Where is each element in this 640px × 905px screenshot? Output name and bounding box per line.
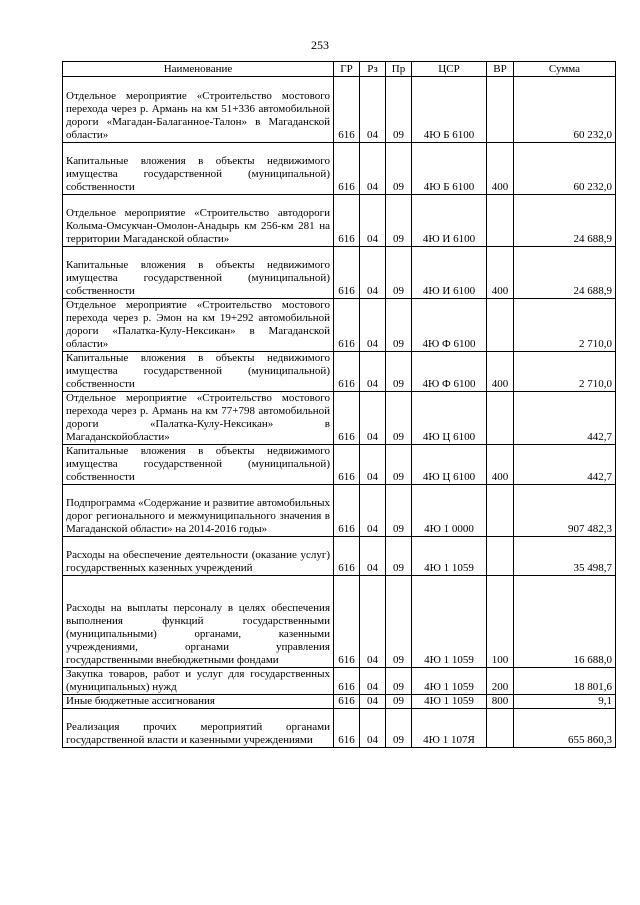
cell-pr: 09 (386, 352, 412, 392)
cell-csr: 4Ю 1 107Я (412, 709, 487, 748)
cell-name: Закупка товаров, работ и услуг для государственных (муниципальных) нужд (63, 668, 334, 695)
cell-sum: 655 860,3 (514, 709, 616, 748)
cell-rz: 04 (360, 299, 386, 352)
header-vr: ВР (487, 62, 514, 77)
cell-csr: 4Ю 1 1059 (412, 668, 487, 695)
cell-gr: 616 (334, 576, 360, 668)
page-number: 253 (311, 38, 329, 52)
cell-vr (487, 709, 514, 748)
cell-csr: 4Ю Б 6100 (412, 77, 487, 143)
cell-rz: 04 (360, 668, 386, 695)
cell-pr: 09 (386, 485, 412, 537)
header-csr: ЦСР (412, 62, 487, 77)
cell-vr (487, 77, 514, 143)
cell-csr: 4Ю Ц 6100 (412, 392, 487, 445)
cell-vr: 400 (487, 352, 514, 392)
cell-rz: 04 (360, 537, 386, 576)
cell-rz: 04 (360, 485, 386, 537)
table-row (63, 247, 616, 299)
cell-pr: 09 (386, 576, 412, 668)
cell-gr: 616 (334, 195, 360, 247)
cell-name: Отдельное мероприятие «Строительство мостового перехода через р. Армань на км 51+336 автомобильной дороги «Магадан-Балаганное-Талон» в Магаданской области» (63, 77, 334, 143)
cell-vr (487, 299, 514, 352)
cell-rz: 04 (360, 392, 386, 445)
cell-gr: 616 (334, 668, 360, 695)
table-row (63, 445, 616, 485)
header-gr: ГР (334, 62, 360, 77)
cell-sum: 35 498,7 (514, 537, 616, 576)
table-row (63, 77, 616, 143)
cell-gr: 616 (334, 392, 360, 445)
cell-pr: 09 (386, 299, 412, 352)
cell-csr: 4Ю И 6100 (412, 195, 487, 247)
cell-name: Подпрограмма «Содержание и развитие автомобильных дорог регионального и межмуниципального значения в Магаданской области» на 2014-2016 годы» (63, 485, 334, 537)
cell-gr: 616 (334, 299, 360, 352)
cell-vr: 800 (487, 695, 514, 709)
cell-vr (487, 537, 514, 576)
cell-csr: 4Ю И 6100 (412, 247, 487, 299)
cell-sum: 442,7 (514, 445, 616, 485)
cell-rz: 04 (360, 195, 386, 247)
cell-sum: 24 688,9 (514, 247, 616, 299)
cell-pr: 09 (386, 143, 412, 195)
cell-rz: 04 (360, 695, 386, 709)
cell-gr: 616 (334, 247, 360, 299)
table-row (63, 695, 616, 709)
header-sum: Сумма (514, 62, 616, 77)
cell-vr: 400 (487, 445, 514, 485)
cell-name: Отдельное мероприятие «Строительство автодороги Колыма-Омсукчан-Омолон-Анадырь км 256-км 281 на территории Магаданской области» (63, 195, 334, 247)
cell-name: Капитальные вложения в объекты недвижимого имущества государственной (муниципальной) собственности (63, 143, 334, 195)
cell-name: Капитальные вложения в объекты недвижимого имущества государственной (муниципальной) собственности (63, 247, 334, 299)
table-row (63, 143, 616, 195)
table-row (63, 485, 616, 537)
cell-sum: 2 710,0 (514, 352, 616, 392)
cell-pr: 09 (386, 537, 412, 576)
cell-csr: 4Ю Б 6100 (412, 143, 487, 195)
cell-sum: 16 688,0 (514, 576, 616, 668)
cell-name: Расходы на выплаты персоналу в целях обеспечения выполнения функций государственными (муниципальными) органами, казенными учреждениями, органами управления государственными внебюджетными фондами (63, 576, 334, 668)
cell-pr: 09 (386, 445, 412, 485)
cell-rz: 04 (360, 576, 386, 668)
header-rz: Рз (360, 62, 386, 77)
cell-sum: 907 482,3 (514, 485, 616, 537)
cell-pr: 09 (386, 695, 412, 709)
cell-sum: 442,7 (514, 392, 616, 445)
cell-csr: 4Ю 1 1059 (412, 537, 487, 576)
cell-name: Расходы на обеспечение деятельности (оказание услуг) государственных казенных учреждений (63, 537, 334, 576)
cell-vr (487, 195, 514, 247)
cell-gr: 616 (334, 695, 360, 709)
cell-pr: 09 (386, 668, 412, 695)
cell-name: Реализация прочих мероприятий органами государственной власти и казенными учреждениями (63, 709, 334, 748)
cell-rz: 04 (360, 709, 386, 748)
header-pr: Пр (386, 62, 412, 77)
cell-vr: 100 (487, 576, 514, 668)
table-row (63, 392, 616, 445)
table-row (63, 709, 616, 748)
cell-gr: 616 (334, 445, 360, 485)
cell-sum: 24 688,9 (514, 195, 616, 247)
table-row (63, 576, 616, 668)
cell-sum: 60 232,0 (514, 77, 616, 143)
cell-vr: 200 (487, 668, 514, 695)
cell-rz: 04 (360, 352, 386, 392)
cell-rz: 04 (360, 143, 386, 195)
budget-table (62, 61, 616, 748)
table-row (63, 668, 616, 695)
cell-csr: 4Ю 1 1059 (412, 576, 487, 668)
cell-sum: 9,1 (514, 695, 616, 709)
cell-csr: 4Ю 1 1059 (412, 695, 487, 709)
cell-name: Отдельное мероприятие «Строительство мостового перехода через р. Армань на км 77+798 автомобильной дороги «Палатка-Кулу-Нексикан» в Магаданскойобласти» (63, 392, 334, 445)
cell-pr: 09 (386, 247, 412, 299)
cell-name: Иные бюджетные ассигнования (63, 695, 334, 709)
cell-gr: 616 (334, 77, 360, 143)
cell-csr: 4Ю Ф 6100 (412, 299, 487, 352)
cell-name: Капитальные вложения в объекты недвижимого имущества государственной (муниципальной) собственности (63, 445, 334, 485)
cell-gr: 616 (334, 143, 360, 195)
cell-rz: 04 (360, 247, 386, 299)
cell-vr (487, 392, 514, 445)
cell-csr: 4Ю Ц 6100 (412, 445, 487, 485)
cell-pr: 09 (386, 77, 412, 143)
cell-gr: 616 (334, 352, 360, 392)
cell-vr: 400 (487, 247, 514, 299)
cell-gr: 616 (334, 537, 360, 576)
table-row (63, 299, 616, 352)
cell-gr: 616 (334, 709, 360, 748)
cell-gr: 616 (334, 485, 360, 537)
cell-rz: 04 (360, 445, 386, 485)
cell-pr: 09 (386, 392, 412, 445)
cell-rz: 04 (360, 77, 386, 143)
cell-name: Отдельное мероприятие «Строительство мостового перехода через р. Эмон на км 19+292 автомобильной дороги «Палатка-Кулу-Нексикан» в Магаданской области» (63, 299, 334, 352)
table-row (63, 537, 616, 576)
table-row (63, 352, 616, 392)
cell-vr: 400 (487, 143, 514, 195)
cell-sum: 18 801,6 (514, 668, 616, 695)
table-header-row (63, 62, 616, 77)
cell-name: Капитальные вложения в объекты недвижимого имущества государственной (муниципальной) собственности (63, 352, 334, 392)
cell-csr: 4Ю Ф 6100 (412, 352, 487, 392)
header-name: Наименование (63, 62, 334, 77)
cell-pr: 09 (386, 195, 412, 247)
cell-sum: 2 710,0 (514, 299, 616, 352)
table-row (63, 195, 616, 247)
cell-sum: 60 232,0 (514, 143, 616, 195)
cell-csr: 4Ю 1 0000 (412, 485, 487, 537)
cell-pr: 09 (386, 709, 412, 748)
cell-vr (487, 485, 514, 537)
